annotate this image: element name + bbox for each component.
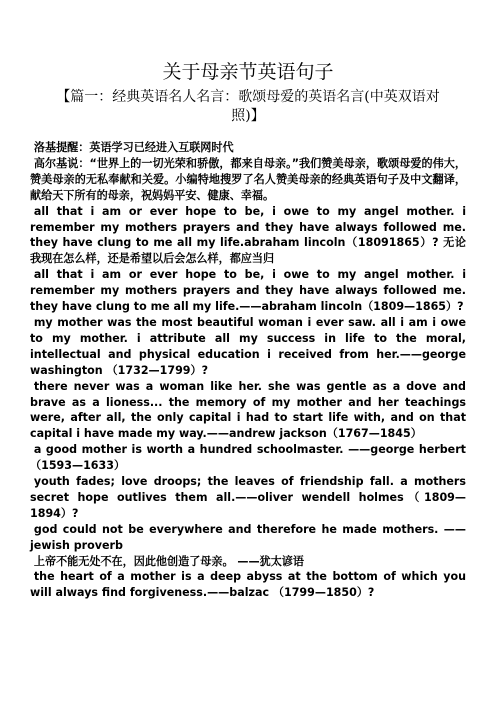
paragraph-gorky-intro: 高尔基说：“世界上的一切光荣和骄傲，都来自母亲。”我们赞美母亲，歌颂母爱的伟大，赞美母亲的无私奉献和关爱。小编特地搜罗了名人赞美母亲的经典英语句子及中文翻译，献给天下所有的母亲，祝妈妈平安、健康、幸福。 bbox=[30, 156, 466, 202]
section-subtitle: 【篇一：经典英语名人名言：歌颂母爱的英语名言(中英双语对照)】 bbox=[56, 89, 440, 124]
paragraph-lincoln-quote-2: all that i am or ever hope to be, i owe to my angel mother. i remember my mothers prayers and they have always followed me. they have clung to me all my life.——abraham lincoln（1809—1865）? bbox=[30, 268, 466, 314]
paragraph-washington-quote: my mother was the most beautiful woman i ever saw. all i am i owe to my mother. i attribute all my success in life to the moral, intellectual and physical education i received from her.——george washington （1732—1799）? bbox=[30, 315, 466, 377]
document-body bbox=[30, 140, 466, 601]
paragraph-jewish-proverb: god could not be everywhere and therefore he made mothers. ——jewish proverb bbox=[30, 522, 466, 552]
paragraph-lincoln-quote-1: all that i am or ever hope to be, i owe to my angel mother. i remember my mothers prayers and they have always followed me. they have clung to me all my life.abraham lincoln（18091865）? 无论我现在怎么样，还是希望以后会怎么样，都应当归 bbox=[30, 204, 466, 266]
page-title: 关于母亲节英语句子 bbox=[162, 61, 334, 83]
paragraph-holmes-quote: youth fades; love droops; the leaves of friendship fall. a mothers secret hope outlives them all.——oliver wendell holmes（1809—1894）? bbox=[30, 475, 466, 520]
paragraph-jewish-proverb-cn: 上帝不能无处不在，因此他创造了母亲。 ——犹太谚语 bbox=[33, 554, 304, 568]
paragraph-intro-note: 洛基提醒：英语学习已经进入互联网时代 bbox=[33, 141, 234, 154]
paragraph-balzac-quote: the heart of a mother is a deep abyss at the bottom of which you will always find forgiveness.——balzac （1799—1850）? bbox=[30, 570, 466, 600]
paragraph-jackson-quote: there never was a woman like her. she was gentle as a dove and brave as a lioness... the memory of my mother and her teachings were, after all, the only capital i had to start life with, and on that capital i have made my way.——andrew jackson（1767—1845） bbox=[30, 379, 466, 441]
paragraph-herbert-quote: a good mother is worth a hundred schoolmaster. ——george herbert（1593—1633） bbox=[30, 443, 466, 473]
